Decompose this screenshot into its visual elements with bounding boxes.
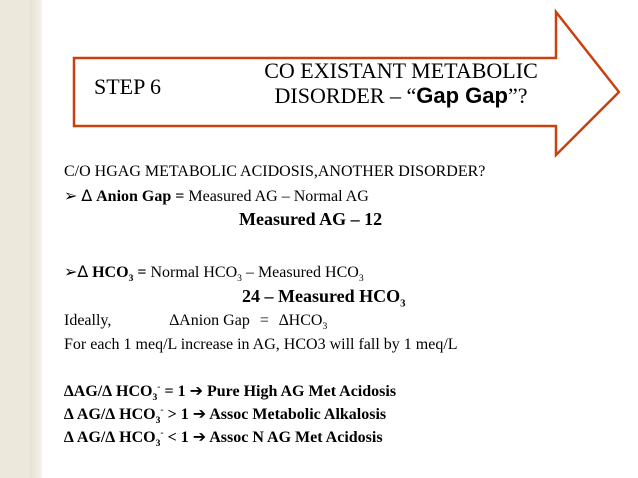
ratio-row: ∆AG/∆ $HCO_3^- = 1$ ➔ Pure High AG Met Acidosis: [64, 381, 397, 404]
note-line: For each 1 meq/L increase in AG, HCO3 will fall by 1 meq/L: [64, 336, 458, 353]
intro-line: C/O HGAG METABOLIC ACIDOSIS,ANOTHER DISORDER?: [64, 163, 486, 180]
title-line-1: CO EXISTANT METABOLIC: [264, 58, 538, 83]
ideally-line: Ideally, ∆Anion Gap = $\Delta HCO_3$: [64, 312, 328, 333]
ratio-row: ∆ AG/∆ $HCO_3^- < 1$ ➔ Assoc N AG Met Acidosis: [64, 427, 383, 450]
step-label: STEP 6: [94, 74, 162, 99]
ratio-row: ∆ AG/∆ $HCO_3^- > 1$ ➔ Assoc Metabolic Alkalosis: [64, 404, 387, 427]
title-line-2: DISORDER – “Gap Gap”?: [274, 83, 528, 108]
right-arrow-icon: ➔: [189, 381, 203, 400]
delta-symbol: ∆: [77, 262, 89, 281]
slide-title: [226, 58, 576, 108]
delta-hco3-formula: 24 – Measured $HCO_3$: [242, 286, 406, 310]
bullet-arrow-icon: ➢: [64, 186, 78, 205]
bullet-arrow-icon: ➢: [64, 262, 78, 281]
delta-ag-line: ➢ ∆ Anion Gap = Measured AG – Normal AG: [64, 186, 369, 205]
delta-symbol: ∆: [81, 186, 93, 205]
right-arrow-icon: ➔: [192, 404, 207, 423]
right-arrow-icon: ➔: [192, 427, 207, 446]
delta-ag-formula: Measured AG – 12: [239, 209, 383, 229]
delta-hco3-line: ➢∆ $HCO_3$ = Normal $HCO_3$ – Measured $HCO_3$: [64, 262, 364, 285]
